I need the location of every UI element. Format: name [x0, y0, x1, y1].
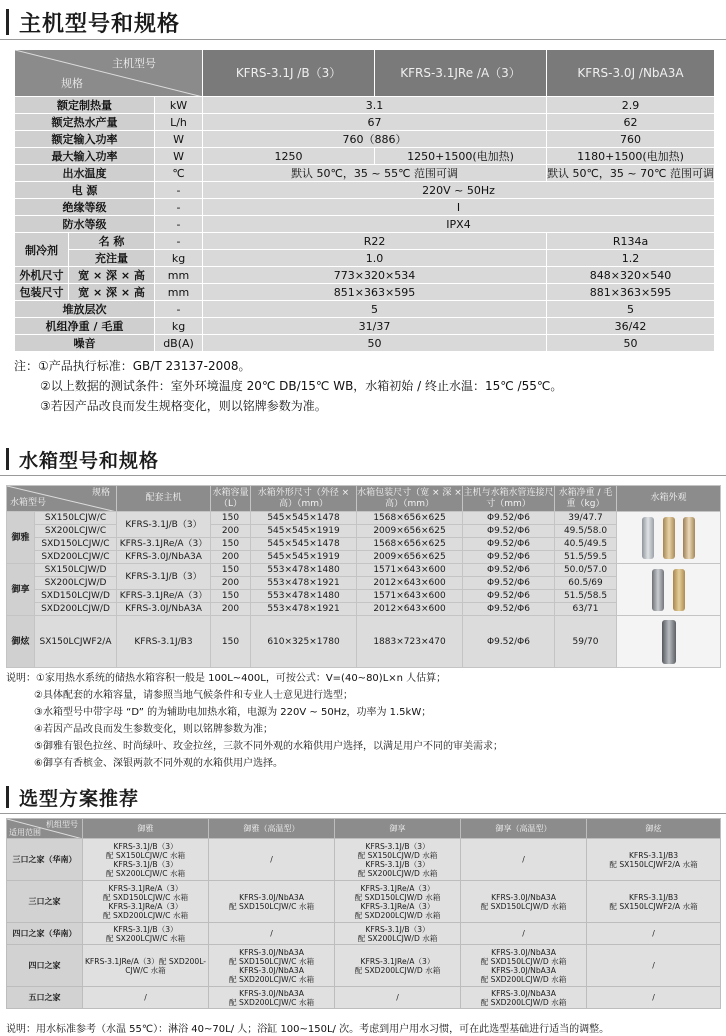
tank-model: SXD200LCJW/D	[35, 603, 117, 616]
tank-pipe: Φ9.52/Φ6	[463, 603, 555, 616]
selection-cell-line: /	[270, 855, 273, 864]
row-value: 760	[547, 131, 715, 148]
tank-cap: 150	[211, 538, 251, 551]
row-value: 760（886）	[203, 131, 547, 148]
note-line: 说明：①家用热水系统的储热水箱容积一般是 100L~400L，可按公式：V=(40~80)L×n 人估算；	[6, 673, 447, 684]
selection-header-model: 机组型号	[46, 820, 78, 829]
tank-group-name: 御享	[7, 564, 35, 616]
selection-cell-line: CJW/C 水箱	[125, 965, 166, 975]
row-value: 2.9	[547, 97, 715, 114]
tank-pipe: Φ9.52/Φ6	[463, 616, 555, 668]
row-label: 宽 × 深 × 高	[69, 284, 155, 301]
selection-cell-line: KFRS-3.0J/NbA3A	[491, 988, 556, 998]
selection-cell-line: KFRS-3.0J/NbA3A	[491, 892, 556, 902]
tank-weight: 59/70	[555, 616, 617, 668]
selection-cell-line: 配 SXD150LCJW/C 水箱	[228, 901, 315, 911]
row-label: 机组净重 / 毛重	[15, 318, 155, 335]
note-line: ②具体配套的水箱容量，请参照当地气候条件和专业人士意见进行选型；	[34, 690, 353, 701]
tank-pack: 1571×643×600	[357, 590, 463, 603]
outdoor-dims-label: 外机尺寸	[15, 267, 69, 284]
header-corner	[15, 50, 203, 97]
note-line: ②以上数据的测试条件：室外环境温度 20℃ DB/15℃ WB，水箱初始 / 终止水温：15℃ /55℃。	[40, 379, 563, 393]
selection-cell-line: KFRS-3.0J/NbA3A	[239, 892, 304, 902]
tank-model: SX150LCJW/C	[35, 512, 117, 525]
tank-silver-image	[642, 517, 654, 559]
row-unit: -	[155, 216, 203, 233]
selection-cell	[209, 987, 335, 1009]
tank-pipe: Φ9.52/Φ6	[463, 525, 555, 538]
selection-cell-line: KFRS-3.1J/B（3）	[365, 841, 430, 851]
selection-cell-line: 配 SX150LCJW/D 水箱	[357, 850, 438, 860]
row-value: 62	[547, 114, 715, 131]
header-model-b: KFRS-3.1JRe /A（3）	[375, 50, 547, 97]
tank-notes	[6, 670, 503, 772]
selection-col-header: 御享	[335, 819, 461, 839]
selection-cell-line: KFRS-3.1JRe/A（3）	[360, 883, 435, 893]
selection-cell-line: KFRS-3.1J/B（3）	[113, 859, 178, 869]
row-value: 3.1	[203, 97, 547, 114]
tank-image-yuya	[617, 512, 721, 564]
tank-header-model: 水箱型号	[10, 498, 47, 508]
diagonal-line	[15, 50, 203, 97]
row-value: I	[203, 199, 715, 216]
tank-header-host: 配套主机	[117, 486, 211, 512]
row-label: 额定输入功率	[15, 131, 155, 148]
tank-image-yuxuan	[617, 616, 721, 668]
tank-outer: 545×545×1919	[251, 551, 357, 564]
row-value: R22	[203, 233, 547, 250]
row-value: 1250	[203, 148, 375, 165]
selection-cell-line: KFRS-3.0J/NbA3A	[239, 988, 304, 998]
row-unit: -	[155, 233, 203, 250]
section-title-host: 主机型号和规格	[19, 11, 181, 37]
tank-outer: 545×545×1478	[251, 538, 357, 551]
selection-cell-line: 配 SXD150LCJW/D 水箱	[480, 901, 567, 911]
selection-cell-line: 配 SXD200LCJW/D 水箱	[354, 965, 441, 975]
selection-cell-line: 配 SXD200LCJW/C 水箱	[228, 974, 315, 984]
selection-cell	[83, 923, 209, 945]
selection-cell-line: /	[396, 993, 399, 1002]
tank-cap: 150	[211, 512, 251, 525]
tank-image-yuxiang	[617, 564, 721, 616]
tank-cap: 200	[211, 525, 251, 538]
selection-cell	[461, 881, 587, 923]
tank-cap: 200	[211, 551, 251, 564]
row-value: 67	[203, 114, 547, 131]
tank-header-pack: 水箱包装尺寸（宽 × 深 × 高）（mm）	[357, 486, 463, 512]
row-value: IPX4	[203, 216, 715, 233]
row-label: 充注量	[69, 250, 155, 267]
row-label: 额定制热量	[15, 97, 155, 114]
selection-scene: 三口之家	[7, 881, 83, 923]
selection-header-corner	[7, 819, 83, 839]
row-unit: -	[155, 199, 203, 216]
row-unit: dB(A)	[155, 335, 203, 352]
section-heading-host	[0, 8, 726, 36]
row-value: 36/42	[547, 318, 715, 335]
selection-cell-line: KFRS-3.1J/B3	[628, 850, 679, 860]
tank-weight: 49.5/58.0	[555, 525, 617, 538]
tank-cap: 150	[211, 590, 251, 603]
tank-host: KFRS-3.1JRe/A（3）	[117, 590, 211, 603]
selection-cell	[83, 839, 209, 881]
selection-cell-line: KFRS-3.1J/B（3）	[365, 924, 430, 934]
tank-weight: 60.5/69	[555, 577, 617, 590]
selection-cell-line: 配 SX150LCJWF2/A 水箱	[609, 901, 698, 911]
row-value: 5	[547, 301, 715, 318]
selection-cell-line: KFRS-3.0J/NbA3A	[491, 947, 556, 957]
tank-pack: 2012×643×600	[357, 577, 463, 590]
tank-outer: 545×545×1919	[251, 525, 357, 538]
row-label: 名 称	[69, 233, 155, 250]
row-unit: kg	[155, 318, 203, 335]
row-value: 220V ~ 50Hz	[203, 182, 715, 199]
selection-cell-line: /	[652, 993, 655, 1002]
tank-pipe: Φ9.52/Φ6	[463, 564, 555, 577]
tank-flat-image	[662, 620, 676, 664]
host-notes	[14, 356, 562, 416]
tank-outer: 553×478×1921	[251, 577, 357, 590]
tank-header-pipe: 主机与水箱水管连接尺寸（mm）	[463, 486, 555, 512]
selection-cell-line: KFRS-3.0J/NbA3A	[239, 947, 304, 957]
selection-col-header: 御雅（高温型）	[209, 819, 335, 839]
selection-cell-line: 配 SX200LCJW/C 水箱	[105, 868, 186, 878]
selection-cell-line: KFRS-3.0J/NbA3A	[239, 965, 304, 975]
row-value: 881×363×595	[547, 284, 715, 301]
selection-cell-line: /	[652, 929, 655, 938]
tank-weight: 51.5/58.5	[555, 590, 617, 603]
selection-col-header: 御享（高温型）	[461, 819, 587, 839]
header-model-a: KFRS-3.1J /B（3）	[203, 50, 375, 97]
tank-header-capacity: 水箱容量（L）	[211, 486, 251, 512]
tank-header-outer: 水箱外形尺寸（外径 × 高）（mm）	[251, 486, 357, 512]
tank-pipe: Φ9.52/Φ6	[463, 538, 555, 551]
tank-host: KFRS-3.1J/B（3）	[117, 564, 211, 590]
selection-cell-line: KFRS-3.1JRe/A（3）	[108, 901, 183, 911]
selection-scene: 四口之家（华南）	[7, 923, 83, 945]
tank-spec-table	[6, 485, 721, 668]
tank-weight: 50.0/57.0	[555, 564, 617, 577]
selection-scene: 三口之家（华南）	[7, 839, 83, 881]
tank-champagne-image	[673, 569, 685, 611]
selection-cell	[335, 881, 461, 923]
tank-pack: 2009×656×625	[357, 551, 463, 564]
section-heading-tank	[0, 446, 726, 472]
selection-cell	[209, 839, 335, 881]
row-value: 默认 50℃，35 ~ 55℃ 范围可调	[203, 165, 547, 182]
note-line: ③水箱型号中带字母 “D” 的为辅助电加热水箱，电源为 220V ~ 50Hz，功率为 1.5kW；	[34, 707, 432, 718]
row-unit: W	[155, 131, 203, 148]
row-value: 50	[547, 335, 715, 352]
selection-cell-line: KFRS-3.1J/B（3）	[365, 859, 430, 869]
refrigerant-group-label: 制冷剂	[15, 233, 69, 267]
selection-cell	[587, 945, 721, 987]
tank-weight: 51.5/59.5	[555, 551, 617, 564]
tank-pipe: Φ9.52/Φ6	[463, 590, 555, 603]
tank-pack: 2009×656×625	[357, 525, 463, 538]
tank-pack: 2012×643×600	[357, 603, 463, 616]
tank-model: SXD150LCJW/D	[35, 590, 117, 603]
tank-host: KFRS-3.0J/NbA3A	[117, 551, 211, 564]
package-dims-label: 包装尺寸	[15, 284, 69, 301]
tank-host: KFRS-3.0J/NbA3A	[117, 603, 211, 616]
selection-cell-line: 配 SXD200LCJW/C 水箱	[102, 910, 189, 920]
row-label: 电 源	[15, 182, 155, 199]
selection-cell-line: 配 SXD150LCJW/C 水箱	[228, 956, 315, 966]
selection-cell	[587, 881, 721, 923]
tank-pack: 1568×656×625	[357, 512, 463, 525]
row-value: 773×320×534	[203, 267, 547, 284]
row-value: 1.0	[203, 250, 547, 267]
selection-col-header: 御雅	[83, 819, 209, 839]
row-label: 绝缘等级	[15, 199, 155, 216]
row-value: 1180+1500(电加热)	[547, 148, 715, 165]
tank-cap: 150	[211, 564, 251, 577]
selection-cell-line: KFRS-3.1J/B3	[628, 892, 679, 902]
row-label: 防水等级	[15, 216, 155, 233]
tank-header-weight: 水箱净重 / 毛重（kg）	[555, 486, 617, 512]
tank-weight: 63/71	[555, 603, 617, 616]
row-value: 848×320×540	[547, 267, 715, 284]
tank-model: SX200LCJW/C	[35, 525, 117, 538]
selection-cell-line: 配 SXD200LCJW/D 水箱	[354, 910, 441, 920]
selection-cell	[209, 881, 335, 923]
selection-cell	[83, 881, 209, 923]
note-line: ⑥御享有香槟金、深银两款不同外观的水箱供用户选择。	[34, 758, 283, 769]
tank-outer: 545×545×1478	[251, 512, 357, 525]
note-line: ⑤御雅有银色拉丝、时尚绿叶、玫金拉丝，三款不同外观的水箱供用户选择，以满足用户不同的审美需求；	[34, 741, 503, 752]
selection-cell	[83, 987, 209, 1009]
tank-darksilver-image	[652, 569, 664, 611]
selection-cell	[461, 839, 587, 881]
selection-cell	[461, 945, 587, 987]
selection-cell-line: /	[144, 993, 147, 1002]
header-model-label: 主机型号	[112, 57, 157, 70]
row-value: 1250+1500(电加热)	[375, 148, 547, 165]
section-title-selection: 选型方案推荐	[19, 787, 140, 810]
selection-cell-line: 配 SXD200LCJW/D 水箱	[480, 997, 567, 1007]
tank-host: KFRS-3.1JRe/A（3）	[117, 538, 211, 551]
row-unit: mm	[155, 284, 203, 301]
selection-cell-line: 配 SXD150LCJW/D 水箱	[480, 956, 567, 966]
row-label: 最大输入功率	[15, 148, 155, 165]
row-value: 50	[203, 335, 547, 352]
tank-gold-image	[663, 517, 675, 559]
row-value: 851×363×595	[203, 284, 547, 301]
note-line: 注：①产品执行标准：GB/T 23137-2008。	[14, 359, 251, 373]
tank-pack: 1571×643×600	[357, 564, 463, 577]
row-unit: mm	[155, 267, 203, 284]
selection-cell-line: 配 SX200LCJW/C 水箱	[105, 933, 186, 943]
row-label: 堆放层次	[15, 301, 155, 318]
tank-outer: 553×478×1921	[251, 603, 357, 616]
tank-cap: 200	[211, 577, 251, 590]
row-unit: -	[155, 301, 203, 318]
tank-header-spec: 规格	[91, 488, 110, 498]
selection-cell	[83, 945, 209, 987]
selection-cell	[335, 945, 461, 987]
row-unit: L/h	[155, 114, 203, 131]
selection-col-header: 御炫	[587, 819, 721, 839]
selection-cell-line: 配 SXD200LCJW/D 水箱	[480, 974, 567, 984]
row-value: 默认 50℃，35 ~ 70℃ 范围可调	[547, 165, 715, 182]
selection-cell-line: KFRS-3.1J/B（3）	[113, 924, 178, 934]
selection-cell	[587, 987, 721, 1009]
tank-outer: 553×478×1480	[251, 590, 357, 603]
tank-pipe: Φ9.52/Φ6	[463, 577, 555, 590]
selection-cell-line: /	[270, 929, 273, 938]
selection-scene: 四口之家	[7, 945, 83, 987]
row-unit: W	[155, 148, 203, 165]
selection-cell-line: KFRS-3.1JRe/A（3）	[360, 956, 435, 966]
tank-cap: 150	[211, 616, 251, 668]
header-spec-label: 规格	[61, 77, 83, 90]
host-spec-table	[14, 49, 715, 352]
row-label: 噪音	[15, 335, 155, 352]
selection-cell-line: /	[522, 929, 525, 938]
tank-model: SXD200LCJW/C	[35, 551, 117, 564]
tank-pipe: Φ9.52/Φ6	[463, 512, 555, 525]
tank-weight: 39/47.7	[555, 512, 617, 525]
selection-cell	[461, 987, 587, 1009]
selection-header-scope: 适用范围	[9, 828, 41, 837]
tank-pack: 1883×723×470	[357, 616, 463, 668]
row-label: 出水温度	[15, 165, 155, 182]
selection-cell	[461, 923, 587, 945]
selection-cell	[335, 839, 461, 881]
selection-cell	[209, 923, 335, 945]
footer-note: 说明：用水标准参考（水温 55℃）：淋浴 40~70L/ 人；浴缸 100~150L/ 次。考虑到用户用水习惯，可在此选型基础进行适当的调整。	[6, 1024, 610, 1035]
row-label: 额定热水产量	[15, 114, 155, 131]
selection-cell	[209, 945, 335, 987]
row-value: 1.2	[547, 250, 715, 267]
tank-model: SX150LCJW/D	[35, 564, 117, 577]
selection-cell-line: KFRS-3.1JRe/A（3）配 SXD200L-	[84, 956, 207, 966]
tank-model: SX200LCJW/D	[35, 577, 117, 590]
header-model-c: KFRS-3.0J /NbA3A	[547, 50, 715, 97]
selection-cell	[587, 923, 721, 945]
row-unit: kg	[155, 250, 203, 267]
tank-group-name: 御雅	[7, 512, 35, 564]
selection-scene: 五口之家	[7, 987, 83, 1009]
row-value: 5	[203, 301, 547, 318]
tank-host: KFRS-3.1J/B3	[117, 616, 211, 668]
selection-table	[6, 818, 721, 1009]
row-label: 宽 × 深 × 高	[69, 267, 155, 284]
section-heading-selection	[0, 784, 726, 810]
tank-model: SXD150LCJW/C	[35, 538, 117, 551]
selection-cell-line: KFRS-3.0J/NbA3A	[491, 965, 556, 975]
tank-group-name: 御炫	[7, 616, 35, 668]
selection-cell-line: KFRS-3.1JRe/A（3）	[108, 883, 183, 893]
selection-cell	[335, 923, 461, 945]
row-value: R134a	[547, 233, 715, 250]
selection-cell-line: 配 SXD200LCJW/C 水箱	[228, 997, 315, 1007]
tank-host: KFRS-3.1J/B（3）	[117, 512, 211, 538]
selection-cell-line: 配 SXD150LCJW/D 水箱	[354, 892, 441, 902]
tank-rosegold-image	[683, 517, 695, 559]
note-line: ③若因产品改良而发生规格变化，则以铭牌参数为准。	[40, 399, 327, 413]
selection-cell-line: /	[522, 855, 525, 864]
tank-model: SX150LCJWF2/A	[35, 616, 117, 668]
tank-header-look: 水箱外观	[617, 486, 721, 512]
selection-cell	[335, 987, 461, 1009]
row-value: 31/37	[203, 318, 547, 335]
section-title-tank: 水箱型号和规格	[19, 449, 160, 472]
row-unit: -	[155, 182, 203, 199]
selection-cell-line: /	[652, 961, 655, 970]
tank-header-corner	[7, 486, 117, 512]
tank-weight: 40.5/49.5	[555, 538, 617, 551]
tank-outer: 553×478×1480	[251, 564, 357, 577]
selection-cell	[587, 839, 721, 881]
selection-cell-line: 配 SX200LCJW/D 水箱	[357, 868, 438, 878]
selection-cell-line: 配 SX200LCJW/D 水箱	[357, 933, 438, 943]
selection-cell-line: 配 SX150LCJWF2/A 水箱	[609, 859, 698, 869]
selection-cell-line: KFRS-3.1J/B（3）	[113, 841, 178, 851]
selection-cell-line: 配 SX150LCJW/C 水箱	[105, 850, 186, 860]
tank-cap: 200	[211, 603, 251, 616]
row-unit: ℃	[155, 165, 203, 182]
tank-outer: 610×325×1780	[251, 616, 357, 668]
selection-cell-line: 配 SXD150LCJW/C 水箱	[102, 892, 189, 902]
tank-pipe: Φ9.52/Φ6	[463, 551, 555, 564]
tank-pack: 1568×656×625	[357, 538, 463, 551]
selection-cell-line: KFRS-3.1JRe/A（3）	[360, 901, 435, 911]
row-unit: kW	[155, 97, 203, 114]
note-line: ④若因产品改良而发生参数变化，则以铭牌参数为准；	[34, 724, 273, 735]
